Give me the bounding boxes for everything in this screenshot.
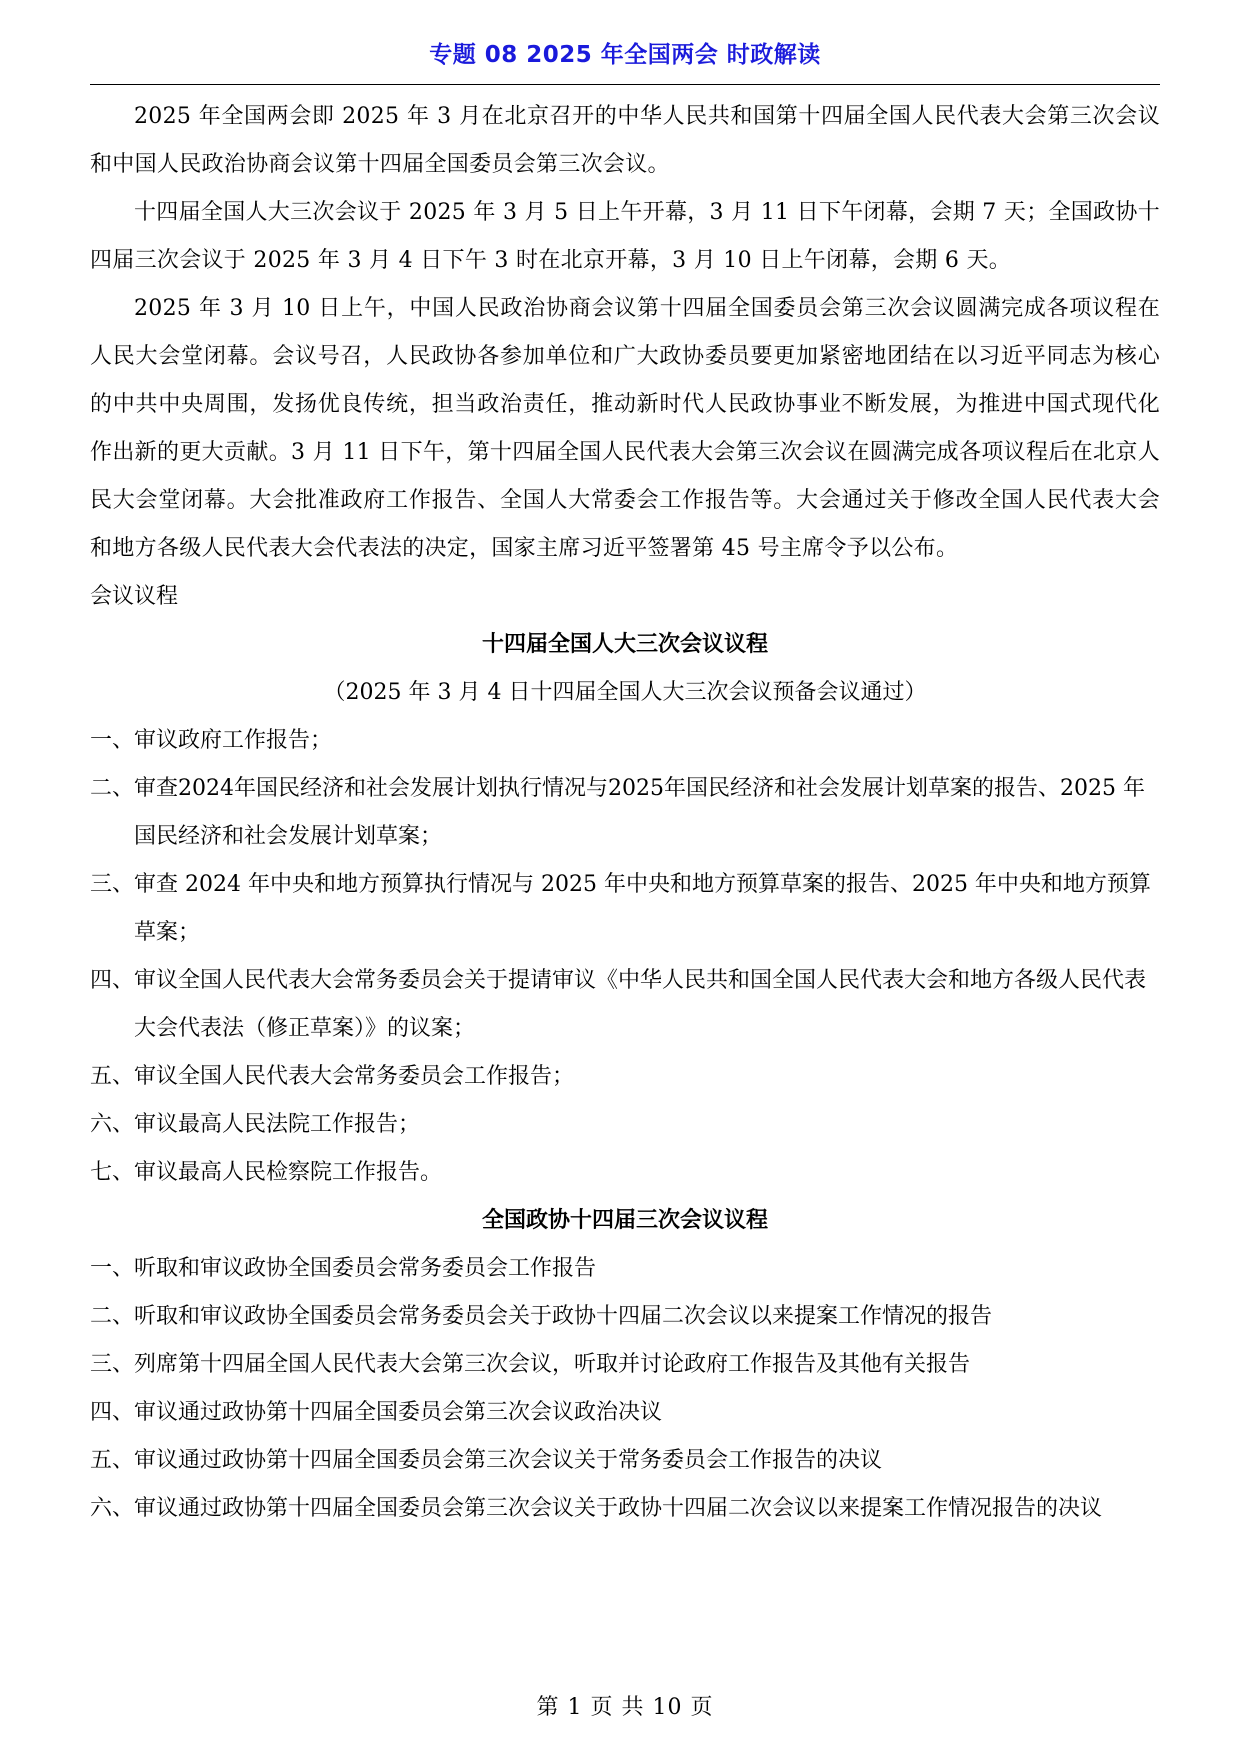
cppcc-agenda-title: 全国政协十四届三次会议议程 bbox=[481, 1208, 768, 1233]
intro-paragraph-1: 2025 年全国两会即 2025 年 3 月在北京召开的中华人民共和国第十四届全国人民代表大会第三次会议和中国人民政治协商会议第十四届全国委员会第三次会议。 bbox=[90, 104, 1160, 177]
npc-agenda-item-1: 一、审议政府工作报告； bbox=[90, 728, 333, 753]
npc-agenda-item-3: 三、审查 2024 年中央和地方预算执行情况与 2025 年中央和地方预算草案的报告、2025 年中央和地方预算草案； bbox=[90, 872, 1151, 945]
section-label: 会议议程 bbox=[90, 584, 179, 609]
cppcc-agenda-item-1: 一、听取和审议政协全国委员会常务委员会工作报告 bbox=[90, 1256, 597, 1281]
document-body bbox=[90, 93, 1160, 1533]
npc-agenda-item-7: 七、审议最高人民检察院工作报告。 bbox=[90, 1160, 443, 1185]
cppcc-agenda-item-2: 二、听取和审议政协全国委员会常务委员会关于政协十四届二次会议以来提案工作情况的报告 bbox=[90, 1304, 993, 1329]
npc-agenda-item-2: 二、审查2024年国民经济和社会发展计划执行情况与2025年国民经济和社会发展计划草案的报告、2025 年国民经济和社会发展计划草案； bbox=[90, 776, 1145, 849]
page-header-title: 专题 08 2025 年全国两会 时政解读 bbox=[429, 42, 821, 68]
npc-agenda-item-6: 六、审议最高人民法院工作报告； bbox=[90, 1112, 421, 1137]
cppcc-agenda-item-3: 三、列席第十四届全国人民代表大会第三次会议，听取并讨论政府工作报告及其他有关报告 bbox=[90, 1352, 971, 1377]
npc-agenda-item-4: 四、审议全国人民代表大会常务委员会关于提请审议《中华人民共和国全国人民代表大会和地方各级人民代表大会代表法（修正草案）》的议案； bbox=[90, 968, 1147, 1041]
npc-agenda-subtitle: （2025 年 3 月 4 日十四届全国人大三次会议预备会议通过） bbox=[323, 680, 927, 705]
cppcc-agenda-item-5: 五、审议通过政协第十四届全国委员会第三次会议关于常务委员会工作报告的决议 bbox=[90, 1448, 883, 1473]
cppcc-agenda-item-4: 四、审议通过政协第十四届全国委员会第三次会议政治决议 bbox=[90, 1400, 663, 1425]
npc-agenda-title: 十四届全国人大三次会议议程 bbox=[481, 632, 768, 657]
npc-agenda-item-5: 五、审议全国人民代表大会常务委员会工作报告； bbox=[90, 1064, 575, 1089]
intro-paragraph-3: 2025 年 3 月 10 日上午，中国人民政治协商会议第十四届全国委员会第三次会议圆满完成各项议程在人民大会堂闭幕。会议号召，人民政协各参加单位和广大政协委员要更加紧密地团结在以习近平同志为核心的中共中央周围，发扬优良传统，担当政治责任，推动新时代人民政协事业不断发展，为推进中国式现代化作出新的更大贡献。3 月 11 日下午，第十四届全国人民代表大会第三次会议在圆满完成各项议程后在北京人民大会堂闭幕。大会批准政府工作报告、全国人大常委会工作报告等。大会通过关于修改全国人民代表大会和地方各级人民代表大会代表法的决定，国家主席习近平签署第 45 号主席令予以公布。 bbox=[90, 296, 1160, 561]
header-divider bbox=[90, 84, 1160, 85]
intro-paragraph-2: 十四届全国人大三次会议于 2025 年 3 月 5 日上午开幕，3 月 11 日下午闭幕，会期 7 天；全国政协十四届三次会议于 2025 年 3 月 4 日下午 3 时在北京开幕，3 月 10 日上午闭幕，会期 6 天。 bbox=[90, 200, 1160, 273]
cppcc-agenda-item-6: 六、审议通过政协第十四届全国委员会第三次会议关于政协十四届二次会议以来提案工作情况报告的决议 bbox=[90, 1496, 1103, 1521]
page-footer-number: 第 1 页 共 10 页 bbox=[536, 1695, 714, 1720]
